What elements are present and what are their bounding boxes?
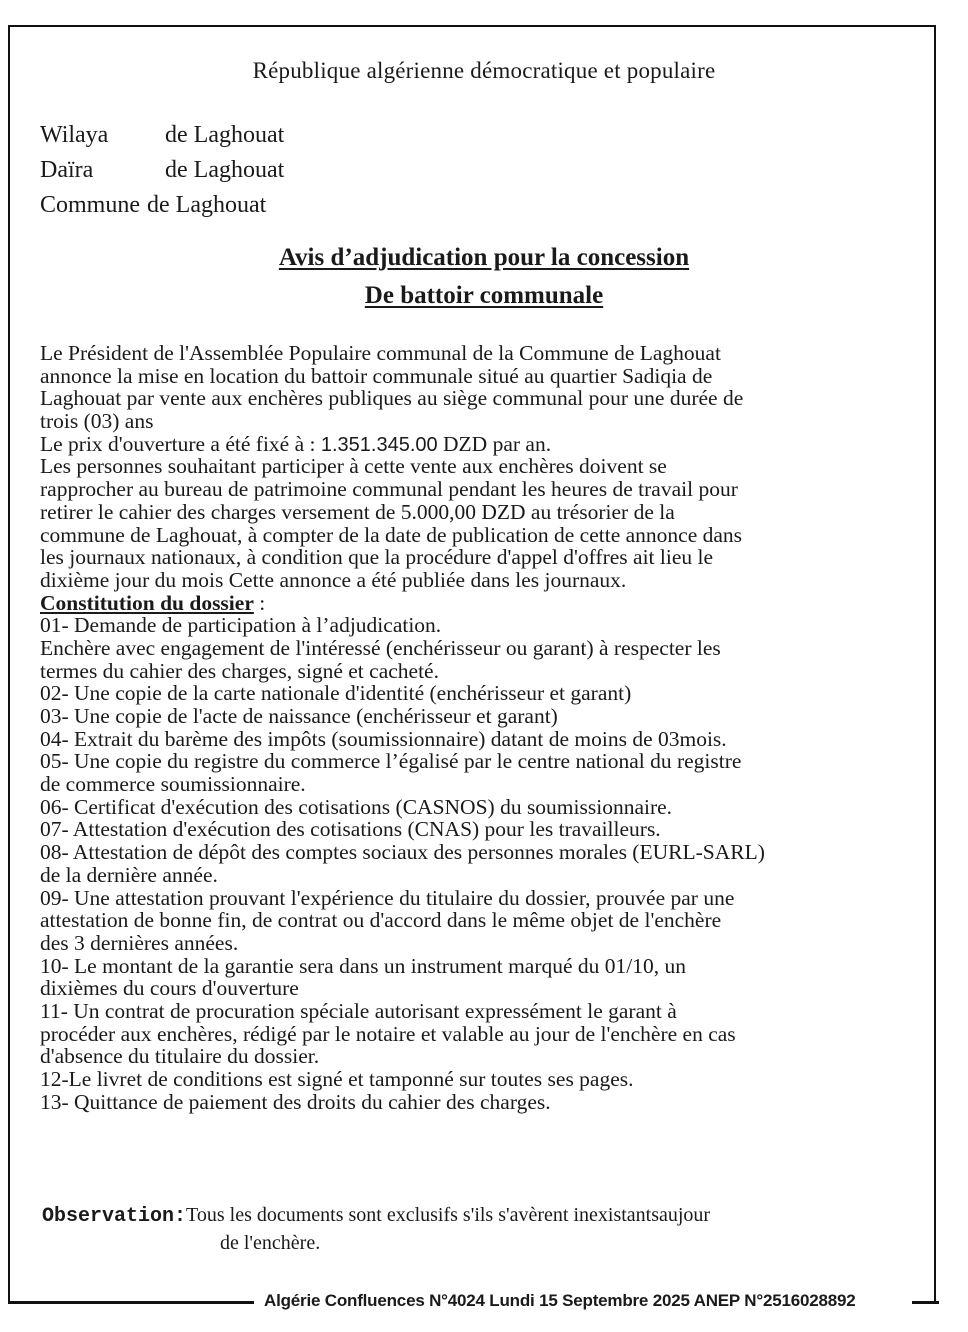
wilaya-value: de Laghouat [165, 122, 285, 148]
conditions-line: Les personnes souhaitant participer à cette vente aux enchères doivent se [40, 454, 667, 479]
observation-line1 [42, 1202, 710, 1230]
administrative-block [40, 118, 284, 223]
dossier-item: d'absence du titulaire du dossier. [40, 1044, 320, 1069]
wilaya-line [40, 118, 284, 153]
bottom-rule-left [8, 1301, 254, 1304]
commune-line [40, 188, 284, 223]
price-prefix: Le prix d'ouverture a été fixé à : [40, 431, 321, 456]
commune-value: de Laghouat [147, 192, 267, 218]
dossier-item: 09- Une attestation prouvant l'expérience du titulaire du dossier, prouvée par une [40, 885, 735, 910]
republic-heading: République algérienne démocratique et populaire [252, 58, 716, 83]
dossier-item: 02- Une copie de la carte nationale d'identité (enchérisseur et garant) [40, 681, 632, 706]
conditions-line: commune de Laghouat, à compter de la date de publication de cette annonce dans [40, 522, 743, 547]
conditions-line: rapprocher au bureau de patrimoine communal pendant les heures de travail pour [40, 477, 738, 502]
dossier-item: 04- Extrait du barème des impôts (soumissionnaire) datant de moins de 03mois. [40, 726, 727, 751]
intro-line: trois (03) ans [40, 409, 154, 434]
observation-block [42, 1202, 710, 1256]
dossier-item: 13- Quittance de paiement des droits du cahier des charges. [40, 1089, 551, 1114]
daira-line [40, 153, 284, 188]
daira-value: de Laghouat [165, 157, 285, 183]
dossier-item: procéder aux enchères, rédigé par le notaire et valable au jour de l'enchère en cas [40, 1021, 736, 1046]
intro-line: Laghouat par vente aux enchères publiques au siège communal pour une durée de [40, 386, 744, 411]
conditions-line: retirer le cahier des charges versement de 5.000,00 DZD au trésorier de la [40, 499, 675, 524]
dossier-item: attestation de bonne fin, de contrat ou d'accord dans le même objet de l'enchère [40, 908, 722, 933]
conditions-line: les journaux nationaux, à condition que la procédure d'appel d'offres ait lieu le [40, 545, 714, 570]
price-line [40, 433, 930, 456]
bottom-rule-right [912, 1301, 939, 1304]
wilaya-label: Wilaya [40, 122, 109, 148]
section-heading-line [40, 592, 930, 615]
observation-label: Observation: [42, 1205, 187, 1228]
section-colon: : [253, 590, 266, 615]
daira-label: Daïra [40, 157, 94, 183]
dossier-section-title: Constitution du dossier [40, 590, 254, 615]
dossier-item: 03- Une copie de l'acte de naissance (enchérisseur et garant) [40, 704, 558, 728]
price-value: 1.351.345.00 [320, 433, 438, 456]
dossier-item: des 3 dernières années. [40, 930, 239, 955]
dossier-item: 10- Le montant de la garantie sera dans un instrument marqué du 01/10, un [40, 953, 687, 978]
price-suffix: DZD par an. [437, 431, 552, 456]
conditions-line: dixième jour du mois Cette annonce a été publiée dans les journaux. [40, 567, 627, 592]
dossier-item: 12-Le livret de conditions est signé et tamponné sur toutes ses pages. [40, 1067, 634, 1091]
notice-title-line2: De battoir communale [364, 282, 604, 309]
dossier-item: 06- Certificat d'exécution des cotisations (CASNOS) du soumissionnaire. [40, 794, 673, 819]
dossier-item: 07- Attestation d'exécution des cotisations (CNAS) pour les travailleurs. [40, 817, 661, 842]
notice-body [40, 342, 930, 1113]
publication-footer: Algérie Confluences N°4024 Lundi 15 Septembre 2025 ANEP N°2516028892 [264, 1291, 856, 1310]
dossier-item: 01- Demande de participation à l’adjudication. [40, 613, 442, 638]
dossier-item: de la dernière année. [40, 862, 218, 887]
intro-line: annonce la mise en location du battoir communale situé au quartier Sadiqia de [40, 363, 713, 388]
dossier-item: Enchère avec engagement de l'intéressé (enchérisseur ou garant) à respecter les [40, 635, 721, 660]
observation-text: Tous les documents sont exclusifs s'ils s'avèrent inexistantsaujour [186, 1204, 711, 1226]
dossier-item: 08- Attestation de dépôt des comptes sociaux des personnes morales (EURL-SARL) [40, 840, 765, 865]
dossier-item: termes du cahier des charges, signé et cacheté. [40, 658, 439, 683]
commune-label: Commune [40, 192, 140, 218]
observation-line2: de l'enchère. [220, 1232, 321, 1254]
intro-line: Le Président de l'Assemblée Populaire communal de la Commune de Laghouat [40, 341, 721, 365]
dossier-item: 11- Un contrat de procuration spéciale autorisant expressément le garant à [40, 998, 677, 1023]
notice-title-line1: Avis d’adjudication pour la concession [278, 244, 690, 271]
dossier-item: 05- Une copie du registre du commerce l’égalisé par le centre national du registre [40, 749, 742, 774]
dossier-item: dixièmes du cours d'ouverture [40, 976, 299, 1001]
dossier-item: de commerce soumissionnaire. [40, 772, 306, 797]
